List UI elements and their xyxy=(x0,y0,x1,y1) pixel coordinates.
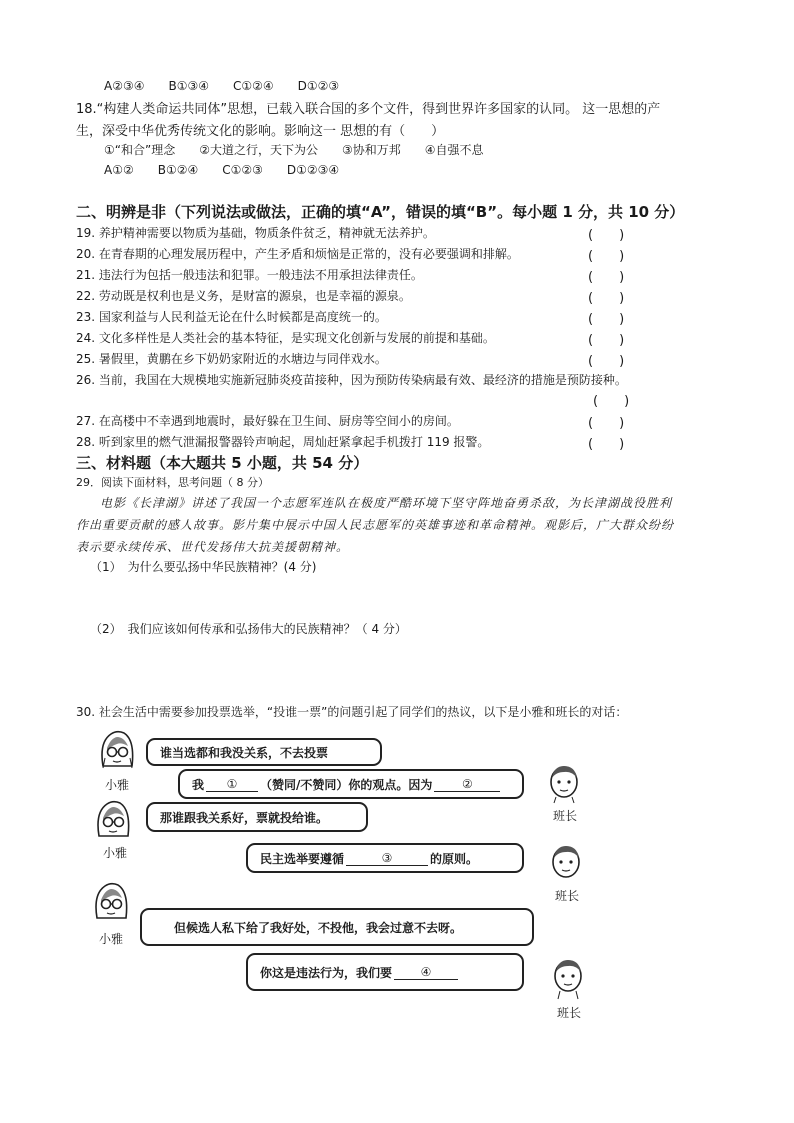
speech-bubble-6 xyxy=(246,953,524,991)
speech-bubble-2 xyxy=(178,769,524,799)
q29-sub1: （1） 为什么要弘扬中华民族精神？(4 分) xyxy=(90,560,317,574)
speaker-label-xiaoya: 小雅 xyxy=(103,846,128,860)
speech-text-1: 谁当选都和我没关系，不去投票 xyxy=(160,745,329,760)
judge-item-23: 23. 国家利益与人民利益无论在什么时候都是高度统一的。 xyxy=(76,310,387,324)
q30-stem: 30. 社会生活中需要参加投票选举，“投谁一票”的问题引起了同学们的热议，以下是小雅和班长的对话： xyxy=(76,705,628,719)
q29-material-line1: 电影《长津湖》讲述了我国一个志愿军连队在极度严酷环境下坚守阵地奋勇杀敌，为长津湖战役胜利 xyxy=(100,496,673,510)
speaker-label-monitor: 班长 xyxy=(557,1006,582,1020)
q18-options: A①② B①②④ C①②③ D①②③④ xyxy=(104,163,340,177)
section2-title: 二、明辨是非（下列说法或做法，正确的填“A”，错误的填“B”。每小题 1 分，共 10 分） xyxy=(76,203,685,221)
q18-items: ①“和合”理念 ②大道之行，天下为公 ③协和万邦 ④自强不息 xyxy=(104,143,484,157)
answer-paren-22: ( ) xyxy=(588,291,625,306)
speech-text-2b: （赞同/不赞同）你的观点。因为 xyxy=(260,777,433,792)
judge-item-22: 22. 劳动既是权利也是义务，是财富的源泉，也是幸福的源泉。 xyxy=(76,289,411,303)
judge-item-27: 27. 在高楼中不幸遇到地震时，最好躲在卫生间、厨房等空间小的房间。 xyxy=(76,414,459,428)
fill-blank-3: ③ xyxy=(346,851,428,866)
judge-item-28: 28. 听到家里的燃气泄漏报警器铃声响起，周灿赶紧拿起手机拨打 119 报警。 xyxy=(76,435,490,449)
speech-text-2a: 我 xyxy=(192,777,205,792)
speech-bubble-4 xyxy=(246,843,524,873)
speech-text-4b: 的原则。 xyxy=(430,851,479,866)
speech-text-5: 但候选人私下给了我好处，不投他，我会过意不去呀。 xyxy=(174,920,463,935)
speech-bubble-1 xyxy=(146,738,382,766)
speech-text-3: 那谁跟我关系好，票就投给谁。 xyxy=(160,810,329,825)
q18-stem-line1: 18.“构建人类命运共同体”思想，已载入联合国的多个文件，得到世界许多国家的认同。 这一思想的产 xyxy=(76,102,661,117)
monitor-avatar xyxy=(548,954,588,1000)
speaker-label-xiaoya: 小雅 xyxy=(105,778,130,792)
girl-avatar xyxy=(91,880,131,924)
section3-title: 三、材料题（本大题共 5 小题，共 54 分） xyxy=(76,454,369,472)
q29-material-line3: 表示要永续传承、世代发扬伟大抗美援朝精神。 xyxy=(76,540,350,554)
answer-paren-27: ( ) xyxy=(588,416,625,431)
answer-paren-28: ( ) xyxy=(588,437,625,452)
speaker-label-monitor: 班长 xyxy=(553,809,578,823)
q18-stem-line2: 生，深受中华优秀传统文化的影响。影响这一 思想的有（ ） xyxy=(76,124,445,139)
judge-item-21: 21. 违法行为包括一般违法和犯罪。一般违法不用承担法律责任。 xyxy=(76,268,423,282)
answer-paren-24: ( ) xyxy=(588,333,625,348)
monitor-avatar xyxy=(544,760,584,804)
speech-bubble-3 xyxy=(146,802,368,832)
speaker-label-monitor: 班长 xyxy=(555,889,580,903)
speech-text-6a: 你这是违法行为，我们要 xyxy=(260,965,393,980)
q17-options: A②③④ B①③④ C①②④ D①②③ xyxy=(104,79,340,93)
answer-paren-25: ( ) xyxy=(588,354,625,369)
answer-paren-23: ( ) xyxy=(588,312,625,327)
speech-bubble-5 xyxy=(140,908,534,946)
judge-item-19: 19. 养护精神需要以物质为基础，物质条件贫乏，精神就无法养护。 xyxy=(76,226,435,240)
speech-text-4a: 民主选举要遵循 xyxy=(260,851,345,866)
fill-blank-1: ① xyxy=(206,777,258,792)
fill-blank-2: ② xyxy=(434,777,500,792)
q29-sub2: （2） 我们应该如何传承和弘扬伟大的民族精神？（ 4 分） xyxy=(90,622,407,636)
girl-avatar xyxy=(93,798,133,840)
fill-blank-4: ④ xyxy=(394,965,458,980)
answer-paren-20: ( ) xyxy=(588,249,625,264)
speaker-label-xiaoya: 小雅 xyxy=(99,932,124,946)
answer-paren-19: ( ) xyxy=(588,228,625,243)
answer-paren-26: ( ) xyxy=(593,394,630,409)
q29-material-line2: 作出重要贡献的感人故事。影片集中展示中国人民志愿军的英雄事迹和革命精神。观影后，广大群众纷纷 xyxy=(76,518,675,532)
judge-item-24: 24. 文化多样性是人类社会的基本特征，是实现文化创新与发展的前提和基础。 xyxy=(76,331,495,345)
girl-avatar xyxy=(97,728,137,772)
answer-paren-21: ( ) xyxy=(588,270,625,285)
judge-item-25: 25. 暑假里，黄鹏在乡下奶奶家附近的水塘边与同伴戏水。 xyxy=(76,352,387,366)
monitor-avatar xyxy=(546,840,586,884)
judge-item-20: 20. 在青春期的心理发展历程中，产生矛盾和烦恼是正常的，没有必要强调和排解。 xyxy=(76,247,519,261)
judge-item-26: 26. 当前，我国在大规模地实施新冠肺炎疫苗接种，因为预防传染病最有效、最经济的措施是预防接种。 xyxy=(76,373,627,387)
q29-stem: 29．阅读下面材料，思考问题（ 8 分） xyxy=(76,476,269,489)
